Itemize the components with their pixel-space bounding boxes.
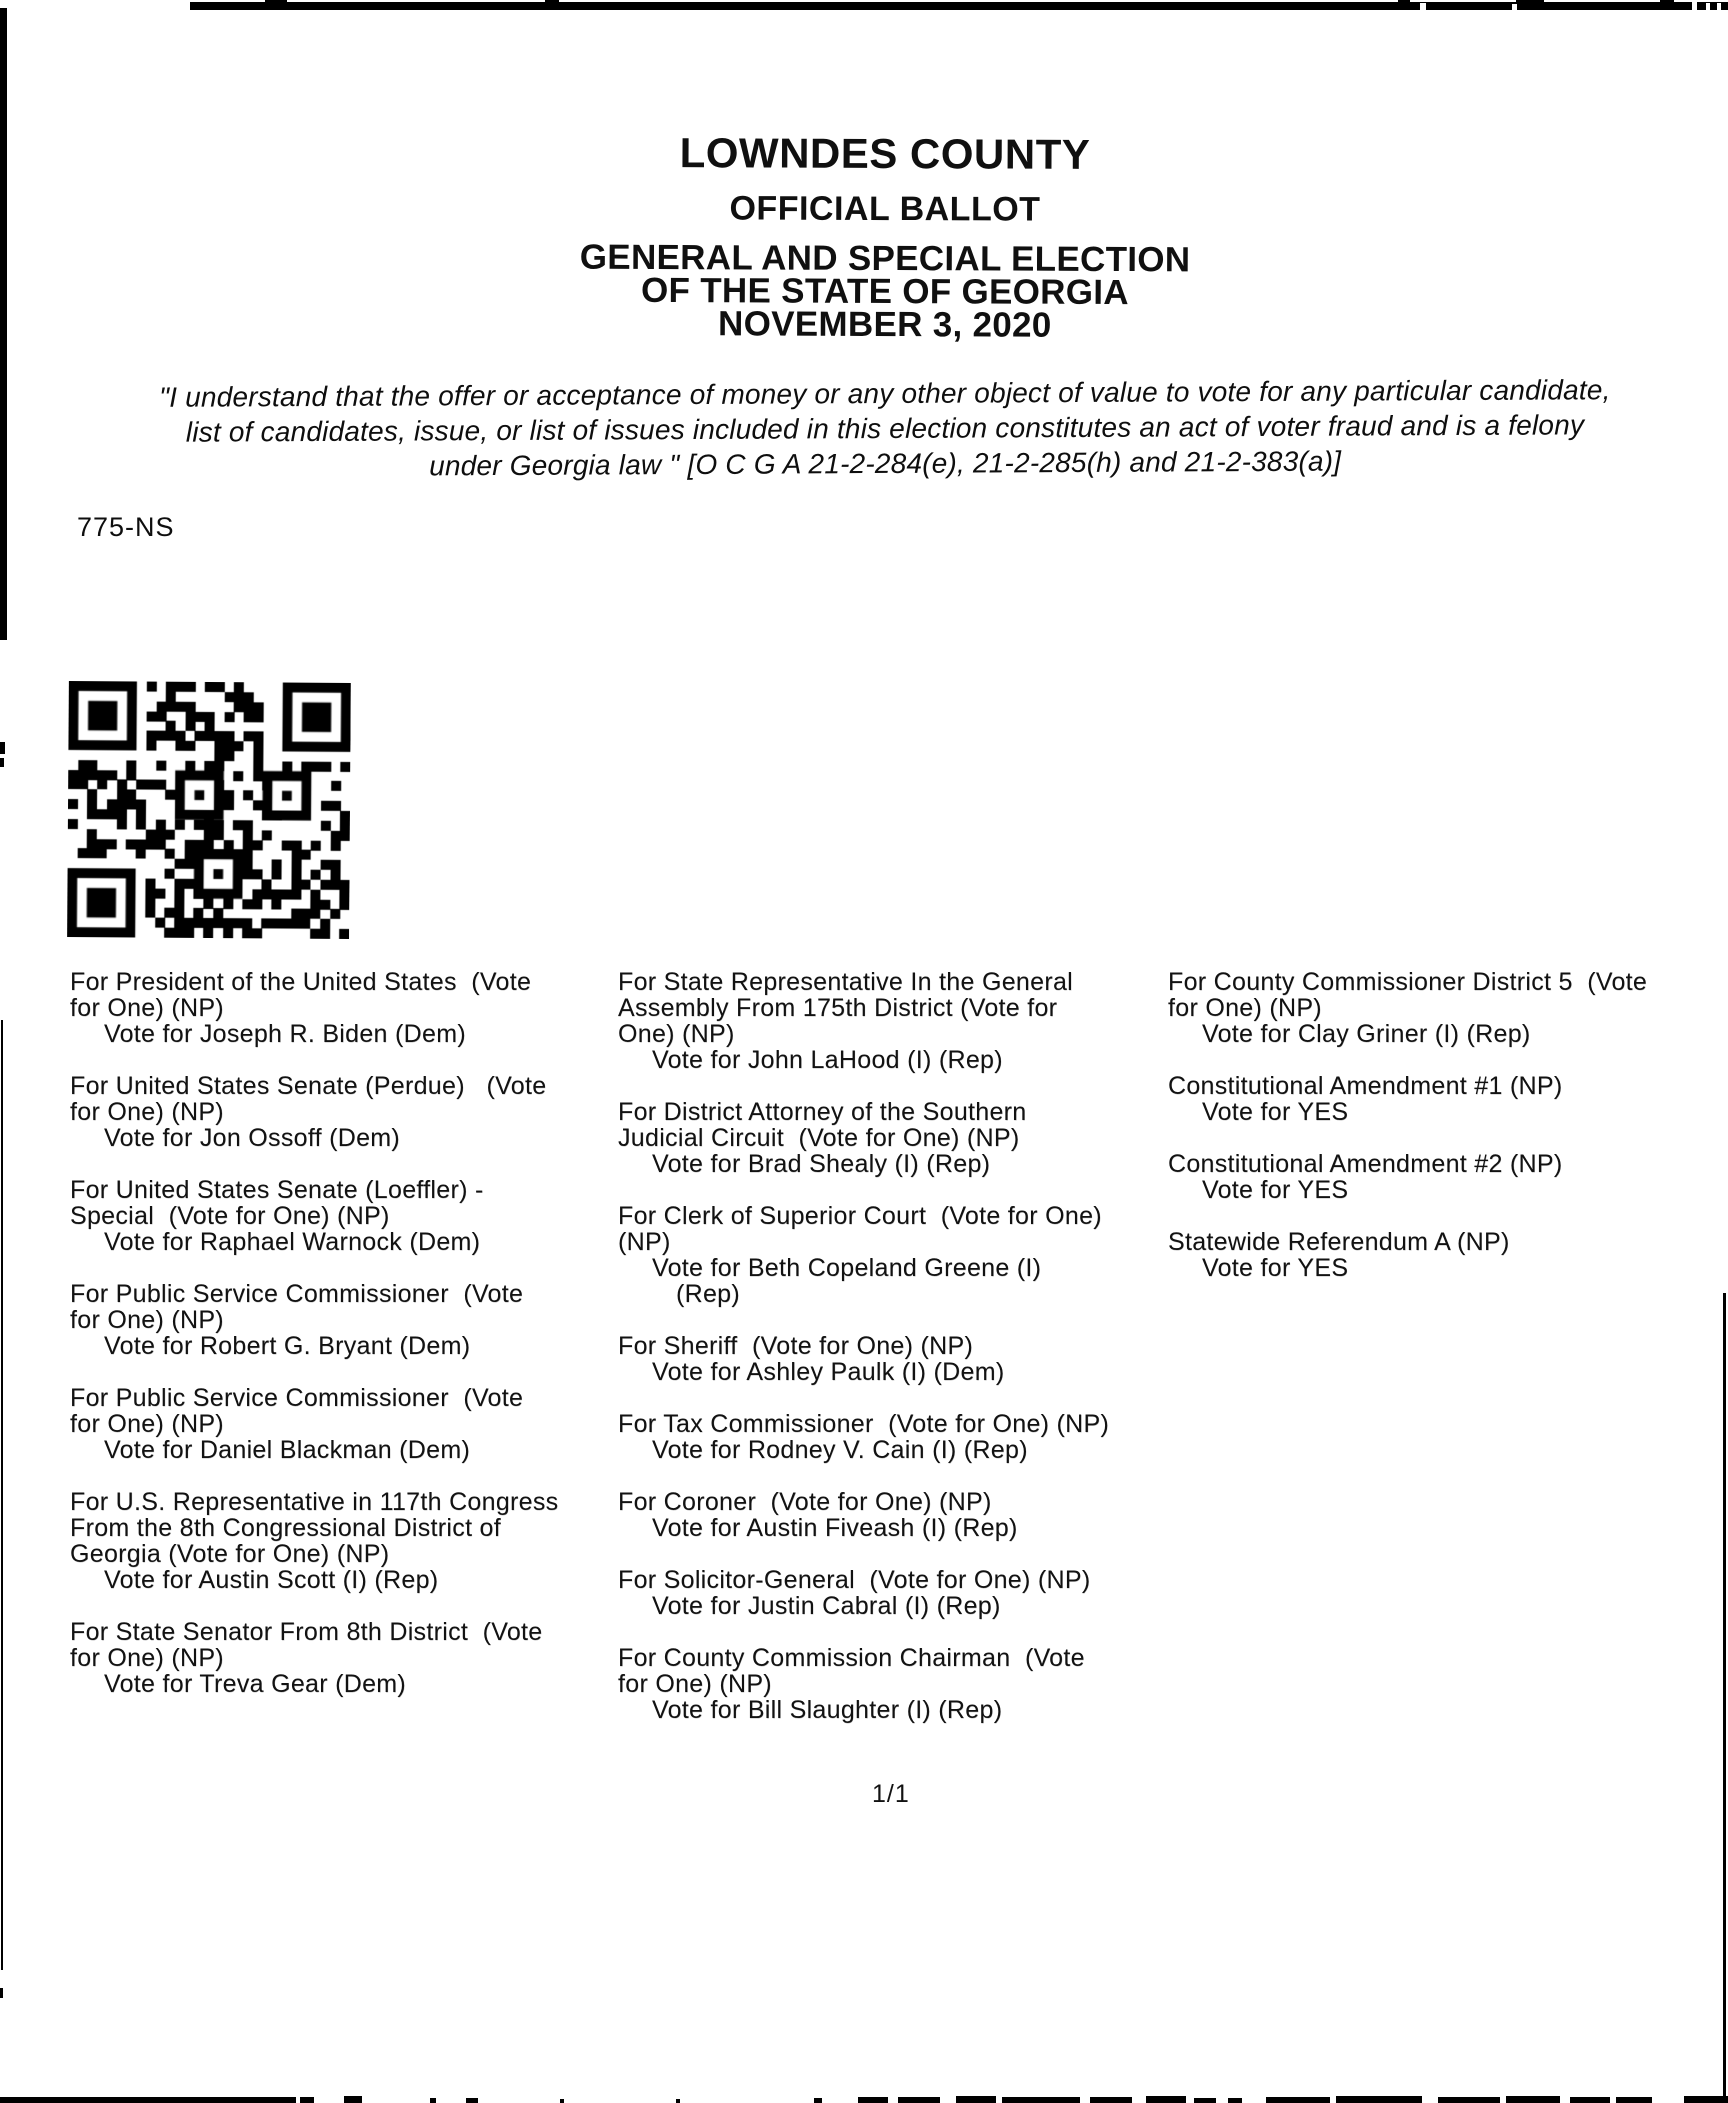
contest-vote-line: Vote for Bill Slaughter (I) (Rep) xyxy=(652,1696,1003,1724)
contest-block xyxy=(618,1099,1170,1177)
contest-vote-line: Vote for Treva Gear (Dem) xyxy=(104,1670,407,1698)
contest-vote-line: Vote for Jon Ossoff (Dem) xyxy=(104,1124,401,1152)
fraud-disclaimer xyxy=(55,372,1716,486)
contest-title-line: for One) (NP) xyxy=(618,1670,772,1698)
contest-title-line: For Tax Commissioner (Vote for One) (NP) xyxy=(618,1410,1110,1438)
contest-block xyxy=(70,1385,622,1463)
timing-mark-bottom-dash xyxy=(1002,2097,1080,2103)
timing-mark-bottom-dash xyxy=(1266,2097,1330,2103)
election-title-line: GENERAL AND SPECIAL ELECTION xyxy=(579,237,1191,280)
contest-title-line: For County Commissioner District 5 (Vote xyxy=(1168,968,1648,996)
timing-mark-bottom-dash xyxy=(1616,2097,1652,2103)
contest-title-line: for One) (NP) xyxy=(70,994,224,1022)
timing-mark-bottom-dash xyxy=(1194,2098,1216,2103)
edge-mark-left-dash xyxy=(0,742,5,754)
contest-title-line: One) (NP) xyxy=(618,1020,735,1048)
contest-title-line: Judicial Circuit (Vote for One) (NP) xyxy=(618,1124,1020,1152)
contest-title-line: for One) (NP) xyxy=(70,1098,224,1126)
timing-mark-bottom-dash xyxy=(300,2097,314,2103)
election-title xyxy=(55,238,1715,344)
timing-mark-notch xyxy=(1692,2,1697,10)
contest-block xyxy=(618,1333,1170,1385)
contest-vote-line: Vote for Raphael Warnock (Dem) xyxy=(104,1228,481,1256)
timing-mark-top-dash xyxy=(1516,0,1544,4)
edge-mark-left-dash xyxy=(0,758,4,767)
contest-title-line: For Coroner (Vote for One) (NP) xyxy=(618,1488,992,1516)
contest-title-line: Special (Vote for One) (NP) xyxy=(70,1202,390,1230)
timing-mark-bottom-dash xyxy=(814,2098,822,2103)
contest-vote-line: Vote for Beth Copeland Greene (I) xyxy=(652,1254,1042,1282)
qr-code xyxy=(67,681,351,939)
contest-block xyxy=(1168,969,1720,1047)
timing-mark-bottom-dash xyxy=(858,2097,888,2103)
timing-mark-bottom-dash xyxy=(956,2096,996,2103)
contest-vote-line: Vote for Ashley Paulk (I) (Dem) xyxy=(652,1358,1005,1386)
contest-title-line: For Clerk of Superior Court (Vote for One) xyxy=(618,1202,1102,1230)
contest-title-line: For State Representative In the General xyxy=(618,968,1073,996)
contest-title-line: Georgia (Vote for One) (NP) xyxy=(70,1540,390,1568)
contest-block xyxy=(70,1619,622,1697)
contest-title-line: For Solicitor-General (Vote for One) (NP) xyxy=(618,1566,1091,1594)
timing-mark-bottom-dash xyxy=(1090,2097,1132,2103)
contest-block xyxy=(70,1281,622,1359)
contest-block xyxy=(70,1177,622,1255)
contest-block xyxy=(1168,1151,1720,1203)
contest-column-3 xyxy=(1168,969,1720,1307)
timing-mark-bottom-dash xyxy=(430,2098,436,2103)
timing-mark-top-dash xyxy=(1660,0,1674,3)
timing-mark-bottom-dash xyxy=(898,2097,940,2103)
timing-mark-top-dash xyxy=(265,0,287,3)
timing-mark-notch xyxy=(1717,3,1721,10)
contest-title-line: For United States Senate (Loeffler) - xyxy=(70,1176,484,1204)
contest-title-line: For District Attorney of the Southern xyxy=(618,1098,1027,1126)
contest-block xyxy=(618,1203,1170,1307)
contest-title-line: From the 8th Congressional District of xyxy=(70,1514,502,1542)
election-title-line: OF THE STATE OF GEORGIA xyxy=(640,270,1129,313)
fraud-disclaimer-line: "I understand that the offer or acceptance of money or any other object of value to vote for any particular candidate, xyxy=(158,374,1611,413)
contest-column-2 xyxy=(618,969,1170,1749)
election-title-line: NOVEMBER 3, 2020 xyxy=(717,304,1052,345)
contest-vote-line: Vote for YES xyxy=(1202,1098,1349,1126)
contest-block xyxy=(70,1073,622,1151)
contest-vote-line: Vote for Joseph R. Biden (Dem) xyxy=(104,1020,466,1048)
timing-mark-bottom-dash xyxy=(560,2099,564,2103)
contest-vote-line: Vote for Robert G. Bryant (Dem) xyxy=(104,1332,471,1360)
contest-title-line: For County Commission Chairman (Vote xyxy=(618,1644,1085,1672)
edge-mark-left xyxy=(0,8,7,640)
contest-title-line: Statewide Referendum A (NP) xyxy=(1168,1228,1510,1256)
contest-vote-line: Vote for Rodney V. Cain (I) (Rep) xyxy=(652,1436,1028,1464)
contest-vote-line: Vote for Brad Shealy (I) (Rep) xyxy=(652,1150,991,1178)
contest-title-line: For State Senator From 8th District (Vote xyxy=(70,1618,543,1646)
timing-mark-bottom-dash xyxy=(1228,2098,1242,2103)
contest-column-1 xyxy=(70,969,622,1723)
contest-title-line: (NP) xyxy=(618,1228,671,1256)
contest-block xyxy=(70,969,622,1047)
contest-block xyxy=(618,1489,1170,1541)
contest-vote-line: Vote for YES xyxy=(1202,1176,1349,1204)
timing-mark-bottom-dash xyxy=(1506,2096,1560,2103)
contest-block xyxy=(618,1645,1170,1723)
contest-title-line: Assembly From 175th District (Vote for xyxy=(618,994,1058,1022)
contest-block xyxy=(1168,1229,1720,1281)
contest-title-line: For U.S. Representative in 117th Congress xyxy=(70,1488,559,1516)
timing-mark-bottom-dash xyxy=(1684,2096,1728,2103)
timing-mark-bottom-dash xyxy=(1438,2097,1500,2103)
ballot-type-title: OFFICIAL BALLOT xyxy=(729,189,1041,229)
contest-block xyxy=(70,1489,622,1593)
ballot-style-code: 775-NS xyxy=(77,512,175,542)
contest-block xyxy=(618,1411,1170,1463)
contest-vote-line: Vote for Justin Cabral (I) (Rep) xyxy=(652,1592,1001,1620)
timing-mark-bottom-dash xyxy=(0,2097,296,2103)
timing-mark-bottom-dash xyxy=(1336,2096,1422,2103)
timing-mark-bottom-dash xyxy=(344,2096,362,2103)
timing-mark-top-dash xyxy=(545,0,559,3)
contest-title-line: for One) (NP) xyxy=(70,1306,224,1334)
timing-mark-bottom-dash xyxy=(676,2099,680,2103)
contest-vote-line: Vote for YES xyxy=(1202,1254,1349,1282)
edge-line-left xyxy=(1,1020,3,1970)
edge-mark-left-dash xyxy=(0,1988,3,1998)
contest-title-line: For President of the United States (Vote xyxy=(70,968,532,996)
contest-title-line: For Public Service Commissioner (Vote xyxy=(70,1280,524,1308)
timing-mark-notch xyxy=(1512,4,1517,10)
county-title: LOWNDES COUNTY xyxy=(679,129,1091,178)
contest-block xyxy=(618,969,1170,1073)
contest-vote-line: Vote for Austin Fiveash (I) (Rep) xyxy=(652,1514,1018,1542)
page-number: 1/1 xyxy=(872,1780,910,1808)
contest-vote-line: (Rep) xyxy=(676,1280,741,1308)
contest-title-line: for One) (NP) xyxy=(1168,994,1322,1022)
contest-vote-line: Vote for John LaHood (I) (Rep) xyxy=(652,1046,1003,1074)
contest-title-line: for One) (NP) xyxy=(70,1410,224,1438)
timing-mark-notch xyxy=(1420,3,1426,10)
fraud-disclaimer-line: under Georgia law " [O C G A 21-2-284(e), 21-2-285(h) and 21-2-383(a)] xyxy=(429,445,1342,482)
contest-block xyxy=(618,1567,1170,1619)
contest-vote-line: Vote for Clay Griner (I) (Rep) xyxy=(1202,1020,1531,1048)
contest-vote-line: Vote for Austin Scott (I) (Rep) xyxy=(104,1566,439,1594)
contest-title-line: For Sheriff (Vote for One) (NP) xyxy=(618,1332,974,1360)
timing-mark-bottom-dash xyxy=(466,2098,478,2103)
contest-title-line: Constitutional Amendment #1 (NP) xyxy=(1168,1072,1563,1100)
edge-line-right xyxy=(1723,1293,1726,2103)
timing-mark-top xyxy=(190,2,1728,10)
fraud-disclaimer-line: list of candidates, issue, or list of issues included in this election constitutes an act of voter fraud and is a felony xyxy=(185,409,1585,448)
contest-block xyxy=(1168,1073,1720,1125)
timing-mark-bottom-dash xyxy=(1146,2096,1186,2103)
timing-mark-top-dash xyxy=(1398,0,1410,4)
contest-title-line: for One) (NP) xyxy=(70,1644,224,1672)
timing-mark-bottom-dash xyxy=(1570,2097,1610,2103)
contest-title-line: Constitutional Amendment #2 (NP) xyxy=(1168,1150,1563,1178)
contest-title-line: For Public Service Commissioner (Vote xyxy=(70,1384,524,1412)
contest-vote-line: Vote for Daniel Blackman (Dem) xyxy=(104,1436,471,1464)
contest-title-line: For United States Senate (Perdue) (Vote xyxy=(70,1072,547,1100)
timing-mark-notch xyxy=(1706,3,1710,10)
